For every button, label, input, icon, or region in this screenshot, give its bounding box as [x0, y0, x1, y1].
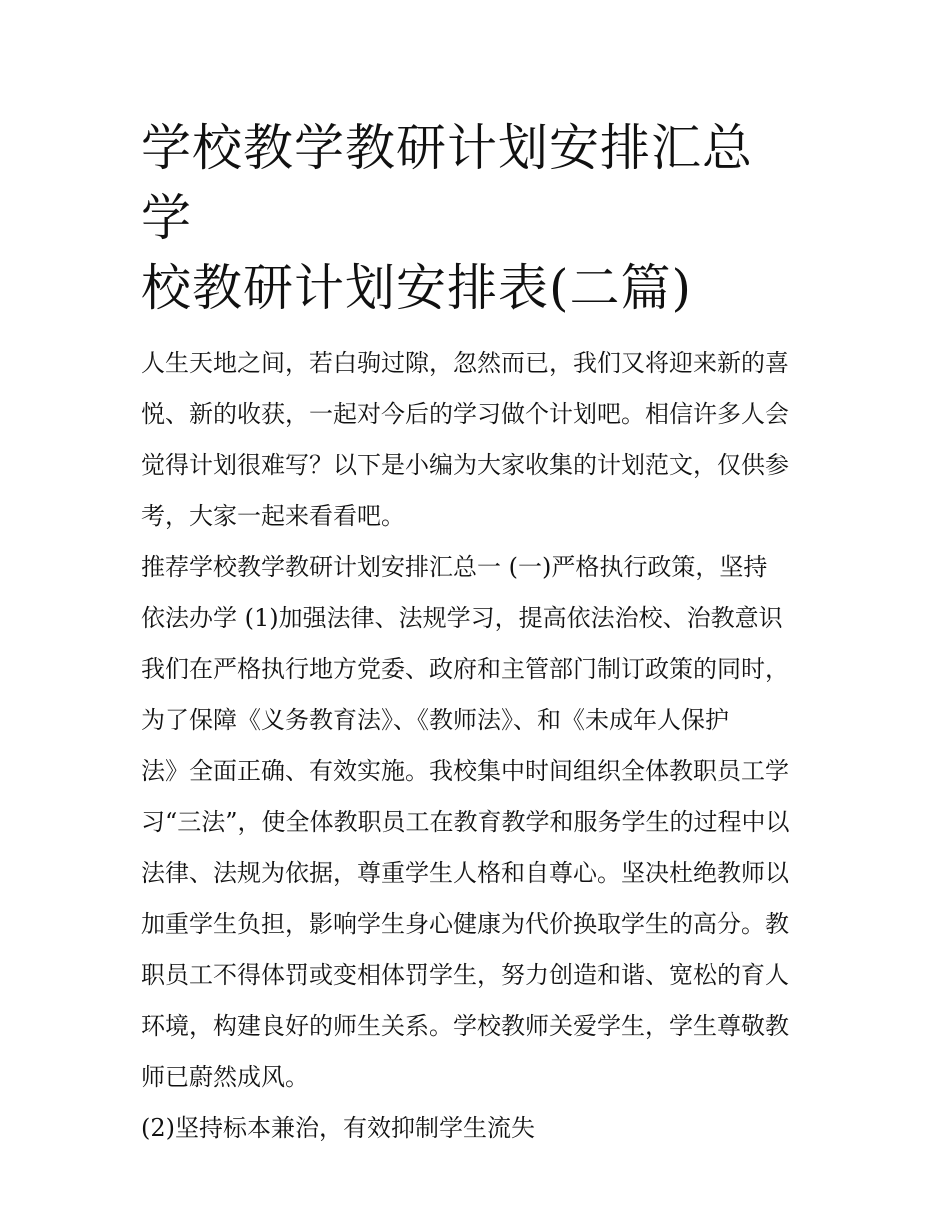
text-line: 依法办学 (1)加强法律、法规学习，提高依法治校、治教意识 [141, 604, 783, 632]
text-line: 人生天地之间，若白驹过隙，忽然而已，我们又将迎来新的喜 [141, 349, 789, 377]
body-paragraph [141, 542, 816, 1103]
text-line: 职员工不得体罚或变相体罚学生，努力创造和谐、宽松的育人 [141, 961, 789, 989]
section-heading: (2)坚持标本兼治，有效抑制学生流失 [141, 1114, 535, 1142]
text-line: 觉得计划很难写？以下是小编为大家收集的计划范文，仅供参 [141, 451, 789, 479]
document-title [141, 113, 816, 323]
intro-paragraph [141, 338, 816, 542]
text-line: 法》全面正确、有效实施。我校集中时间组织全体教职员工学 [141, 757, 789, 785]
text-line: 我们在严格执行地方党委、政府和主管部门制订政策的同时， [141, 655, 789, 683]
text-line: 师已蔚然成风。 [141, 1063, 309, 1091]
text-line: 环境，构建良好的师生关系。学校教师关爱学生，学生尊敬教 [141, 1012, 789, 1040]
title-line: 学校教学教研计划安排汇总 学 [141, 119, 753, 247]
text-line: 习“三法”，使全体教职员工在教育教学和服务学生的过程中以 [141, 808, 790, 836]
text-line: 法律、法规为依据，尊重学生人格和自尊心。坚决杜绝教师以 [141, 859, 789, 887]
title-line: 校教研计划安排表(二篇) [141, 259, 693, 317]
text-line: 推荐学校教学教研计划安排汇总一 (一)严格执行政策，坚持 [141, 553, 768, 581]
text-line: 加重学生负担，影响学生身心健康为代价换取学生的高分。教 [141, 910, 789, 938]
document-page [141, 113, 816, 1154]
text-line: 为了保障《义务教育法》、《教师法》、和《未成年人保护 [141, 706, 729, 734]
text-line: 悦、新的收获，一起对今后的学习做个计划吧。相信许多人会 [141, 400, 789, 428]
text-line: 考，大家一起来看看吧。 [141, 502, 405, 530]
